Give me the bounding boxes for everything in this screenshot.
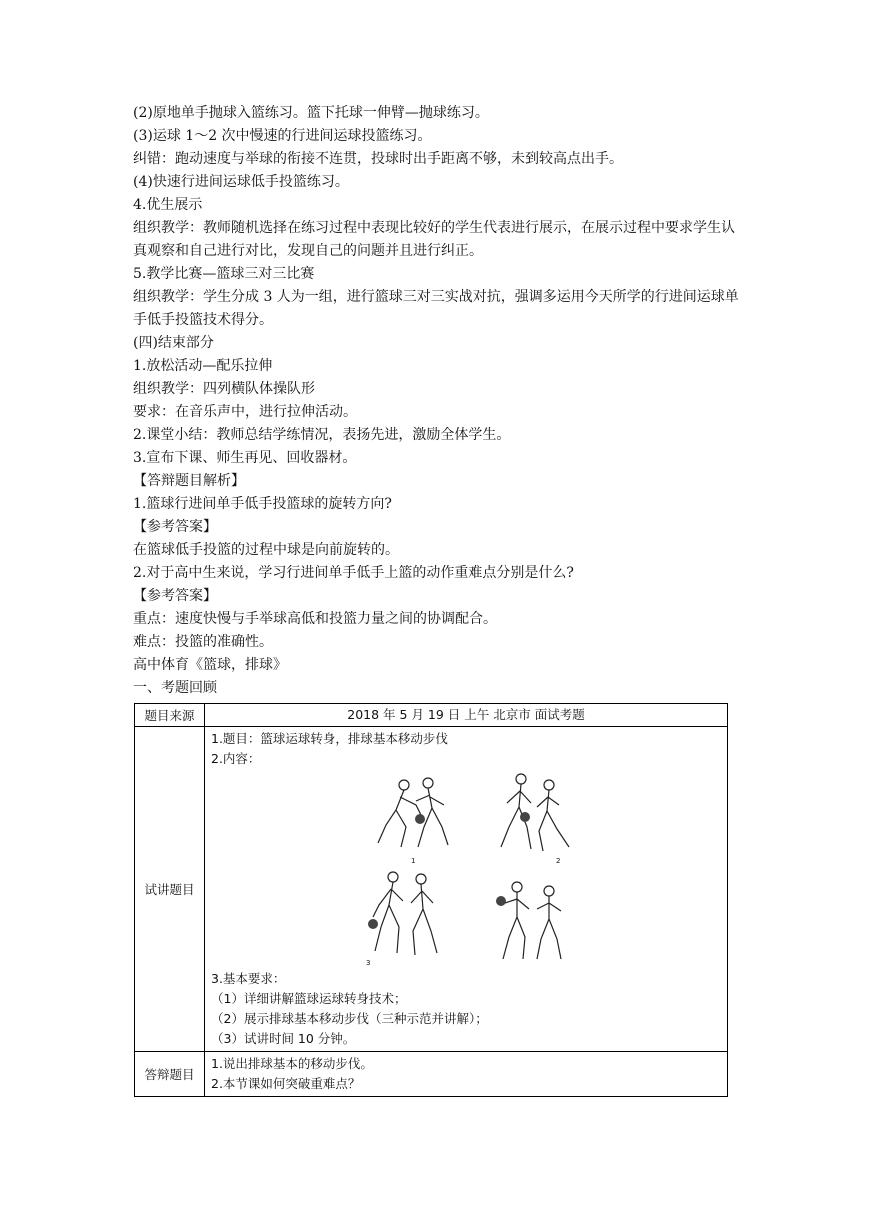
section-heading: 【参考答案】 xyxy=(133,588,217,604)
figure-number: 3 xyxy=(366,959,371,967)
text-line: 1.放松活动—配乐拉伸 xyxy=(133,358,273,374)
basketball-dribble-figure-2 xyxy=(491,769,586,857)
basketball-dribble-figure-1 xyxy=(366,775,461,855)
requirement-item: （2）展示排球基本移动步伐（三种示范并讲解）； xyxy=(211,1011,488,1026)
source-label: 题目来源 xyxy=(135,704,205,727)
illustration-area xyxy=(211,769,721,969)
question-line: 2.对于高中生来说，学习行进间单手低手上篮的动作重难点分别是什么? xyxy=(133,565,574,581)
text-line: 组织教学：四列横队体操队形 xyxy=(133,381,315,397)
text-line: (4)快速行进间运球低手投篮练习。 xyxy=(133,174,349,190)
question-line: 1.篮球行进间单手低手投篮球的旋转方向? xyxy=(133,496,392,512)
lecture-content-label: 2.内容： xyxy=(211,751,261,766)
requirement-item: （3）试讲时间 10 分钟。 xyxy=(211,1031,356,1046)
section-heading: 一、考题回顾 xyxy=(133,680,217,696)
text-line: 要求：在音乐声中，进行拉伸活动。 xyxy=(133,404,357,420)
answer-line: 难点：投篮的准确性。 xyxy=(133,634,273,650)
document-body xyxy=(133,102,743,700)
section-heading: 高中体育《篮球，排球》 xyxy=(133,657,287,673)
source-value: 2018 年 5 月 19 日 上午 北京市 面试考题 xyxy=(205,704,728,727)
defense-content xyxy=(205,1052,728,1097)
basketball-dribble-figure-4 xyxy=(491,879,581,964)
table-row xyxy=(135,727,728,1052)
answer-line: 重点：速度快慢与手举球高低和投篮力量之间的协调配合。 xyxy=(133,611,497,627)
section-heading: 【参考答案】 xyxy=(133,519,217,535)
table-row xyxy=(135,1052,728,1097)
text-line: 2.课堂小结：教师总结学练情况，表扬先进，激励全体学生。 xyxy=(133,427,511,443)
section-heading: 4.优生展示 xyxy=(133,197,203,213)
section-heading: 5.教学比赛—篮球三对三比赛 xyxy=(133,266,315,282)
requirement-item: （1）详细讲解篮球运球转身技术； xyxy=(211,991,407,1006)
defense-item: 2.本节课如何突破重难点？ xyxy=(211,1076,361,1091)
requirements-label: 3.基本要求： xyxy=(211,971,286,986)
section-heading: (四)结束部分 xyxy=(133,335,214,351)
text-paragraph: 组织教学：教师随机选择在练习过程中表现比较好的学生代表进行展示，在展示过程中要求学生认真观察和自己进行对比，发现自己的问题并且进行纠正。 xyxy=(133,220,735,259)
text-line: (2)原地单手抛球入篮练习。篮下托球一伸臂—抛球练习。 xyxy=(133,105,489,121)
text-line: (3)运球 1～2 次中慢速的行进间运球投篮练习。 xyxy=(133,128,432,144)
text-line: 纠错：跑动速度与举球的衔接不连贯，投球时出手距离不够，未到较高点出手。 xyxy=(133,151,623,167)
answer-line: 在篮球低手投篮的过程中球是向前旋转的。 xyxy=(133,542,399,558)
text-paragraph: 组织教学：学生分成 3 人为一组，进行篮球三对三实战对抗，强调多运用今天所学的行进间运球单手低手投篮技术得分。 xyxy=(133,289,739,328)
section-heading: 【答辩题目解析】 xyxy=(133,473,245,489)
lecture-content xyxy=(205,727,728,1052)
defense-label: 答辩题目 xyxy=(135,1052,205,1097)
figure-number: 2 xyxy=(556,857,561,865)
lecture-title: 1.题目：篮球运球转身，排球基本移动步伐 xyxy=(211,731,448,746)
figure-number: 1 xyxy=(411,857,416,865)
table-row xyxy=(135,704,728,727)
defense-item: 1.说出排球基本的移动步伐。 xyxy=(211,1056,373,1071)
basketball-dribble-figure-3 xyxy=(361,869,456,961)
lecture-label: 试讲题目 xyxy=(135,727,205,1052)
text-line: 3.宣布下课、师生再见、回收器材。 xyxy=(133,450,357,466)
exam-table xyxy=(134,703,728,1097)
